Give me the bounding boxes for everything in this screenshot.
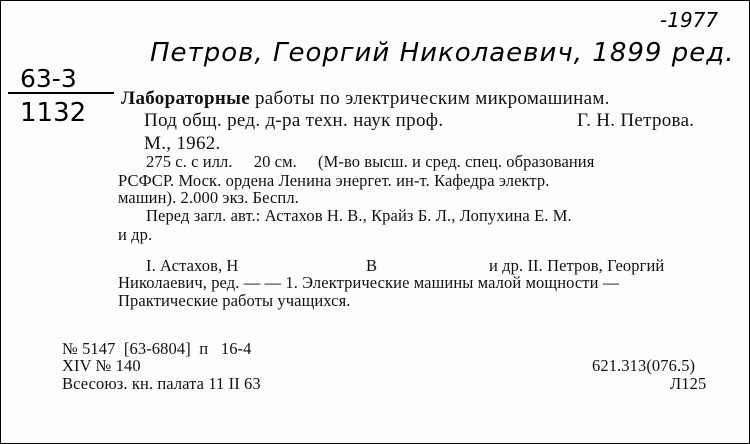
footer-line-3: Всесоюз. кн. палата 11 II 63 — [62, 374, 261, 393]
title-line — [121, 88, 610, 110]
description-line-3: машин). 2.000 экз. Беспл. — [118, 188, 299, 207]
handwritten-death-year: -1977 — [660, 8, 719, 32]
tracing-line-1a: I. Астахов, Н — [146, 256, 239, 275]
handwritten-call-number-bottom: 1132 — [20, 98, 87, 128]
description-line-1: 275 с. с илл. 20 см. (М-во высш. и сред. спец. образования — [146, 152, 595, 171]
tracing-line-3: Практические работы учащихся. — [118, 291, 351, 310]
description-line-2: РСФСР. Моск. ордена Ленина энергет. ин-т. Кафедра электр. — [118, 171, 550, 190]
classification-number: 621.313(076.5) — [592, 356, 696, 375]
title-rest: работы по электрическим микромашинам. — [249, 88, 610, 109]
title-first-word: Лабораторные — [121, 88, 250, 109]
description-line-5: и др. — [118, 225, 153, 244]
footer-line-1: № 5147 [63-6804] п 16-4 — [62, 339, 252, 358]
tracing-line-1c: и др. II. Петров, Георгий — [489, 256, 665, 275]
author-mark: Л125 — [670, 374, 707, 393]
handwritten-heading: Петров, Георгий Николаевич, 1899 ред. — [150, 38, 735, 68]
handwritten-call-number-top: 63-3 — [20, 64, 77, 93]
editor-line-left: Под общ. ред. д-ра техн. наук проф. — [144, 110, 444, 131]
description-line-4: Перед загл. авт.: Астахов Н. В., Крайз Б. Л., Лопухина Е. М. — [146, 206, 572, 225]
imprint-line: М., 1962. — [144, 133, 221, 154]
footer-line-2: XIV № 140 — [62, 356, 141, 375]
call-number-divider — [8, 92, 114, 94]
tracing-line-2: Николаевич, ред. — — 1. Электрические машины малой мощности — — [118, 273, 620, 292]
tracing-line-1b: В — [366, 256, 378, 275]
editor-line-right: Г. Н. Петрова. — [577, 110, 695, 131]
